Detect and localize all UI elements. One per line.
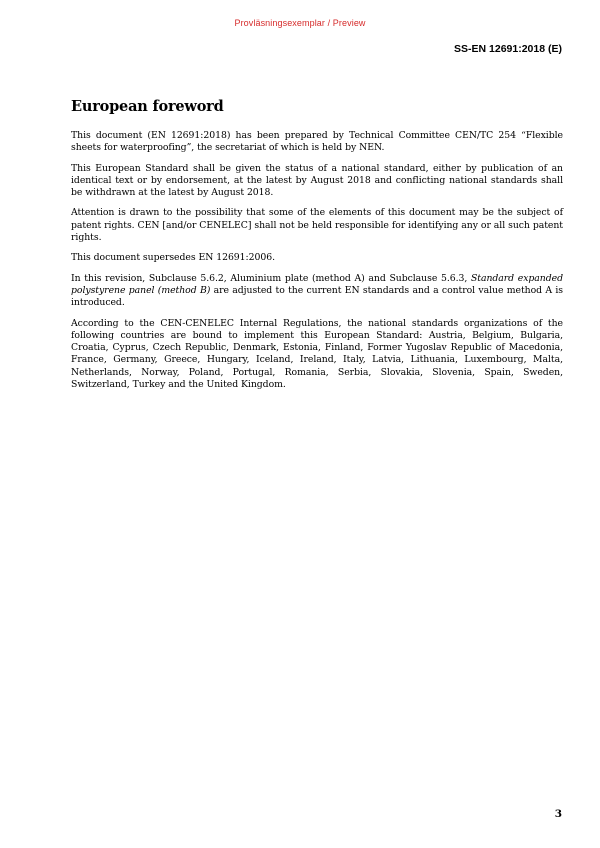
paragraph-supersedes: This document supersedes EN 12691:2006. — [71, 252, 275, 264]
paragraph-prepared-by: This document (EN 12691:2018) has been prepared by Technical Committee CEN/TC 254 “Flexible sheets for waterproofing”, the secretariat of which is held by NEN. — [71, 130, 563, 154]
paragraph-revision — [71, 273, 563, 310]
revision-text-end: are adjusted to the current EN standards and a control value method A is introduced. — [71, 284, 563, 309]
revision-text-start: In this revision, Subclause 5.6.2, Aluminium plate (method A) and Subclause 5.6.3, — [71, 272, 471, 284]
preview-watermark: Provläsningsexemplar / Preview — [234, 18, 366, 28]
paragraph-member-countries: According to the CEN-CENELEC Internal Regulations, the national standards organizations of the following countries are bound to implement this European Standard: Austria, Belgium, Bulgaria, Croatia, Cyprus, Czech Republic, Denmark, Estonia, Finland, Former Yugoslav Republic of Macedonia, France, Germany, Greece, Hungary, Iceland, Ireland, Italy, Latvia, Lithuania, Luxembourg, Malta, Netherlands, Norway, Poland, Portugal, Romania, Serbia, Slovakia, Slovenia, Spain, Sweden, Switzerland, Turkey and the United Kingdom. — [71, 317, 563, 391]
paragraph-national-status: This European Standard shall be given the status of a national standard, either by publication of an identical text or by endorsement, at the latest by August 2018 and conflicting national standards shall be withdrawn at the latest by August 2018. — [71, 162, 563, 199]
revision-text-italic: Standard expanded polystyrene panel (method B) — [71, 272, 563, 296]
foreword-body — [71, 130, 563, 399]
page-number: 3 — [554, 808, 562, 820]
paragraph-patent-rights: Attention is drawn to the possibility that some of the elements of this document may be the subject of patent rights. CEN [and/or CENELEC] shall not be held responsible for identifying any or all such patent rights. — [71, 207, 563, 244]
section-title: European foreword — [71, 98, 224, 115]
document-identifier: SS-EN 12691:2018 (E) — [454, 43, 562, 55]
